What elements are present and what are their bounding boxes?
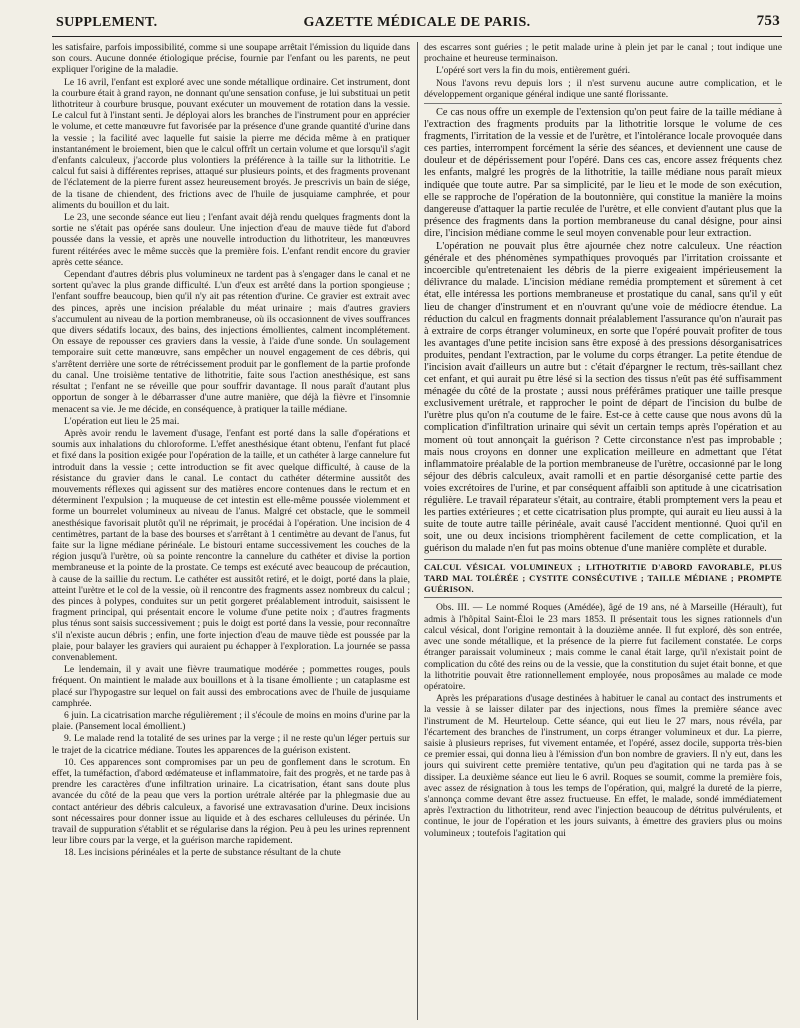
page-number: 753 [756,13,780,29]
newspaper-page [52,8,782,1022]
paragraph: 9. Le malade rend la totalité de ses urines par la verge ; il ne reste qu'un léger pertuis sur le trajet de la cicatrice médiane. Toutes les apparences de la guérison existent. [52,733,410,756]
paragraph: Le lendemain, il y avait une fièvre traumatique modérée ; pommettes rouges, pouls fréquent. On maintient le malade aux bouillons et à la tisane émolliente ; un cataplasme est placé sur l'hypogastre sur lequel on fait aussi des embrocations avec de l'huile de jusquiame camphrée. [52,664,410,709]
paragraph: 10. Ces apparences sont compromises par un peu de gonflement dans le scrotum. En effet, la tuméfaction, d'abord œdémateuse et inflammatoire, fait des progrès, et ne tarde pas à prendre les caractères d'une infiltration urinaire. La cicatrisation, étant sans doute plus avancée du côté de la peau que vers la portion urétrale altérée par la phlegmasie due au contact antérieur des débris calculeux, a favorisé une extravasation d'urine. Deux incisions sont nécessaires pour donner issue au liquide et à des eschares celluleuses du périnée. Un travail de suppuration s'établit et se régularise dans la région. Peu à peu les urines reprennent leur libre cours par la verge, et la guérison marche rapidement. [52,756,410,847]
header-section: SUPPLEMENT. [56,15,158,30]
paragraph: les satisfaire, parfois impossibilité, comme si une soupape arrêtait l'émission du liquide dans son cours. Aucune donnée étiologique précise, fournie par l'enfant ou les parents, ne peut expliquer l'origine de la maladie. [52,42,410,76]
page-header [52,12,782,34]
section-rule [424,103,782,104]
paragraph: L'opération eut lieu le 25 mai. [64,415,180,427]
header-rule [52,36,782,37]
journal-title: GAZETTE MÉDICALE DE PARIS. [303,15,531,30]
paragraph: Ce cas nous offre un exemple de l'extension qu'on peut faire de la taille médiane à l'extraction des fragments produits par la lithotritie lorsque le volume de ces fragments, l'irritation de la vessie et de l'urètre, et l'intolérance locale provoquée dans ces parties, interrompent forcément la série des séances, et deviennent une cause de douleur et de dépérissement pour l'opéré. Dans ces cas, encore assez fréquents chez les enfants, malgré les progrès de la lithotritie, la taille médiane nous paraît mieux indiquée que toute autre. Par sa simplicité, par le lieu et le mode de son exécution, elle se rapproche de l'opération de la boutonnière, qui constitue la manière la moins dangereuse d'attaquer la partie reculée de l'urètre, et elle convient d'autant plus que la présence des fragments dans la portion membraneuse du canal désigne, pour ainsi dire, l'incision médiane comme le seul moyen convenable pour leur extraction. [424,107,782,239]
paragraph: Le 16 avril, l'enfant est exploré avec une sonde métallique ordinaire. Cet instrument, dont la courbure était à grand rayon, ne donnant qu'une sensation confuse, je lui substituai un petit lithotriteur à courbure brusque, pouvant exécuter un mouvement de rotation dans la vessie. Le calcul fut à l'instant senti. Je déployai alors les branches de l'instrument pour en apprécier le volume, et cette manœuvre fut favorisée par la présence d'une grande quantité d'urine dans la vessie ; la facilité avec laquelle fut saisie la pierre me décida même à en pratiquer instantanément le broiement, bien que le calcul offrît un certain volume et que lorsqu'il s'agit d'enfants calculeux, j'accorde plus volontiers la préférence à la taille sur la lithotritie. Le calcul fut saisi à différentes reprises, attaqué sur plusieurs points, et des fragments provenant de l'éclatement de la pierre furent assez heureusement broyés. Je prescrivis un bain de siége, de la tisane de chiendent, des frictions avec de l'huile de jusquiame camphrée, et pour aliments du bouillon et du lait. [52,76,410,211]
paragraph: 18. Les incisions périnéales et la perte de substance résultant de la chute [64,847,341,859]
left-column [52,42,410,1020]
paragraph: Obs. III. — Le nommé Roques (Amédée), âgé de 19 ans, né à Marseille (Hérault), fut admis à l'hôpital Saint-Éloi le 23 mars 1853. Il présentait tous les signes rationnels d'un calcul vésical, dont l'origine remontait à la douzième année. Il fut exploré, dès son entrée, avec une sonde métallique, et la présence de la pierre fut facilement constatée. Le corps étranger paraissait volumineux ; mais comme le canal était large, qu'il n'existait point de complication du côté des reins ou de la vessie, que la constitution du sujet était bonne, et que la lithotritie pouvait être rationnellement employée, nous proposâmes au malade ce mode opératoire. [424,602,782,692]
paragraph: Après avoir rendu le lavement d'usage, l'enfant est porté dans la salle d'opérations et soumis aux inhalations du chloroforme. L'effet anesthésique étant obtenu, l'enfant fut placé et fixé dans la position exigée pour l'opération de la taille, et un cathéter à large cannelure fut introduit dans la vessie ; cette introduction se fit avec quelque difficulté, à cause de la résistance du gravier dans le canal. Le contact du cathéter détermine aussitôt des mouvements réflexes qui agissent sur des matières encore contenues dans le rectum et en déterminent l'expulsion ; la muqueuse de cet intestin est elle-même poussée violemment et forme un bourrelet volumineux au niveau de l'anus. Malgré cet obstacle, que le sommeil anesthésique favorisait plutôt qu'il ne réprimait, je procédai à l'opération. Une incision de 4 centimètres, partant de la base des bourses et s'arrêtant à 1 centimètre au devant de l'anus, fut faite sur la ligne médiane périnéale. Le bistouri entame successivement les couches de la région jusqu'à l'urètre, où sa pointe rencontre la cannelure du cathéter et divise la portion membraneuse et la pointe de la prostate. Ce temps est exécuté avec beaucoup de précaution, à cause de la saillie du rectum. Le cathéter est aussitôt retiré, et le doigt, porté dans la plaie, atteint l'urètre et le col de la vessie, où il rencontre des fragments assez nombreux du calcul ; des pinces à polypes, conduites sur un petit gorgeret préalablement introduit, saisissent le fragment principal, qui présentait encore le volume d'une petite noix ; d'autres fragments plus ténus sont saisis successivement ; puis le doigt est porté dans la vessie, pour reconnaître s'il n'existe aucun débris ; enfin, une forte injection d'eau de mauve tiède est poussée par la plaie, pour balayer les graviers qui auraient pu échapper à l'exploration. La journée se passa convenablement. [52,427,410,663]
paragraph: Le 23, une seconde séance eut lieu ; l'enfant avait déjà rendu quelques fragments dont la sortie ne s'était pas opérée sans douleur. Une injection d'eau de mauve tiède fut d'abord poussée dans la vessie, et après une nouvelle introduction du lithotriteur, les manœuvres furent réitérées avec le même succès que la première fois. L'enfant rendit encore du gravier après cette séance. [52,212,410,268]
paragraph: 6 juin. La cicatrisation marche régulièrement ; il s'écoule de moins en moins d'urine par la plaie. (Pansement local émollient.) [52,709,410,733]
paragraph: Cependant d'autres débris plus volumineux ne tardent pas à s'engager dans le canal et ne sortent qu'avec la plus grande difficulté. L'un d'eux est arrêté dans la portion spongieuse ; l'enfant souffre beaucoup, bien qu'il n'y ait pas rétention d'urine. Ce gravier est extrait avec des pinces, après une incision préalable du méat urinaire ; mais d'autres graviers s'accumulent au niveau de la portion membraneuse, où ils occasionnent de vives souffrances que divers sédatifs locaux, des bains, des injections émollientes, calment incomplétement. On essaye de repousser ces graviers dans la vessie, à l'aide d'une sonde. Un soulagement temporaire suit cette manœuvre, sans empêcher un nouvel engagement de ces débris, qui s'arrêtent derrière une sorte de rétrécissement produit par le gonflement de la partie profonde du canal. Une troisième tentative de lithotritie, faite sous l'action anesthésique, est sans résultat ; l'enfant ne se réveille que pour souffrir davantage. Il nous paraît d'autant plus opportun de songer à le débarrasser d'une autre manière, que déjà la fièvre et l'insomnie menacent sa vie. Je me décide, en conséquence, à pratiquer la taille médiane. [52,269,410,415]
case-heading: CALCUL VÉSICAL VOLUMINEUX ; LITHOTRITIE D'ABORD FAVORABLE, PLUS TARD MAL TOLÉRÉE ; CYSTITE CONSÉCUTIVE ; TAILLE MÉDIANE ; PROMPTE GUÉRISON. [424,559,782,598]
right-column [424,42,782,1020]
paragraph: L'opéré sort vers la fin du mois, entièrement guéri. [436,65,631,77]
paragraph: des escarres sont guéries ; le petit malade urine à plein jet par le canal ; tout indique une prochaine et heureuse terminaison. [424,42,782,65]
paragraph: L'opération ne pouvait plus être ajournée chez notre calculeux. Une réaction générale et des phénomènes sympathiques provoqués par l'irritation croissante et incoercible qu'entretenaient les débris de la pierre exigeaient impérieusement la délivrance du malade. L'incision médiane remédia promptement et sûrement à cet état, elle intéressa les portions membraneuse et prostatique du canal, sans qu'il y eût lieu de changer d'instrument et en n'ouvrant qu'une voie de médiocre étendue. La réduction du calcul en fragments donnait préalablement l'assurance qu'on n'aurait pas à extraire de corps étranger volumineux, en sorte que l'opéré pouvait profiter de tous les avantages d'une petite incision sans être exposé à des pressions désorganisatrices produites, pendant l'extraction, par le volume du corps étranger. La petite étendue de l'incision avait d'ailleurs un autre but : c'était d'épargner le rectum, très-saillant chez cet enfant, et qui aurait pu être lésé si la section des tissus n'eût pas été suffisamment ménagée du côté de la prostate ; aussi nous préférâmes pratiquer une taille presque exclusivement urétrale, et rapprocher le point de départ de l'incision du bulbe de l'urètre plus qu'on n'a coutume de le faire. Est-ce à cette cause que nous avons dû la complication d'infiltration urinaire qui sévit un certain temps après l'opération et au moment où tout annonçait la guérison ? Cette circonstance n'est pas improbable ; mais nous croyons en donner une explication meilleure en admettant que l'état inflammatoire préalable de la portion membraneuse de l'urètre, occasionné par le long séjour des débris calculeux, avait ramolli et en partie désorganisé cette partie des voies excrétoires de l'urine, et par conséquent affaibli son aptitude à une cicatrisation régulière. Le travail réparateur s'était, au contraire, établi promptement vers la peau et les parties extérieures ; et cette cicatrisation plus prompte, qui aurait eu lieu aussi à la suite de toute autre taille périnéale, avait causé l'accident mentionné. Quoi qu'il en soit, une ou deux incisions triomphèrent facilement de cette complication, et la guérison du malade n'en fut pas moins obtenue d'une manière complète et durable. [424,241,782,555]
column-divider [417,42,418,1020]
paragraph: Après les préparations d'usage destinées à habituer le canal au contact des instruments et la vessie à se laisser dilater par des injections, nous fîmes la première séance avec l'instrument de M. Heurteloup. Cette séance, qui eut lieu le 27 mars, nous révéla, par l'écartement des branches de l'instrument, un corps étranger volumineux et dur. La pierre, saisie à plusieurs reprises, fut vivement entamée, et l'opéré, assez docile, supporta très-bien ce premier essai, qui donna lieu à l'émission d'un bon nombre de graviers. Il n'y eut, dans les jours qui suivirent cette première tentative, qu'un peu d'agitation qui ne tarda pas à se dissiper. La deuxième séance eut lieu le 6 avril. Roques se soumit, comme la première fois, avec assez de résignation à tous les temps de l'opération, qui, malgré la dureté de la pierre, s'annonça comme devant être assez fructueuse. En effet, le malade, sondé immédiatement après l'extraction du lithotriteur, rend avec l'injection beaucoup de détritus pulvérulents, et continue, le jour de l'opération et les jours suivants, à émettre des graviers plus ou moins volumineux ; toutefois l'agitation qui [424,693,782,839]
paragraph: Nous l'avons revu depuis lors ; il n'est survenu aucune autre complication, et le développement organique général indique une santé florissante. [424,77,782,100]
